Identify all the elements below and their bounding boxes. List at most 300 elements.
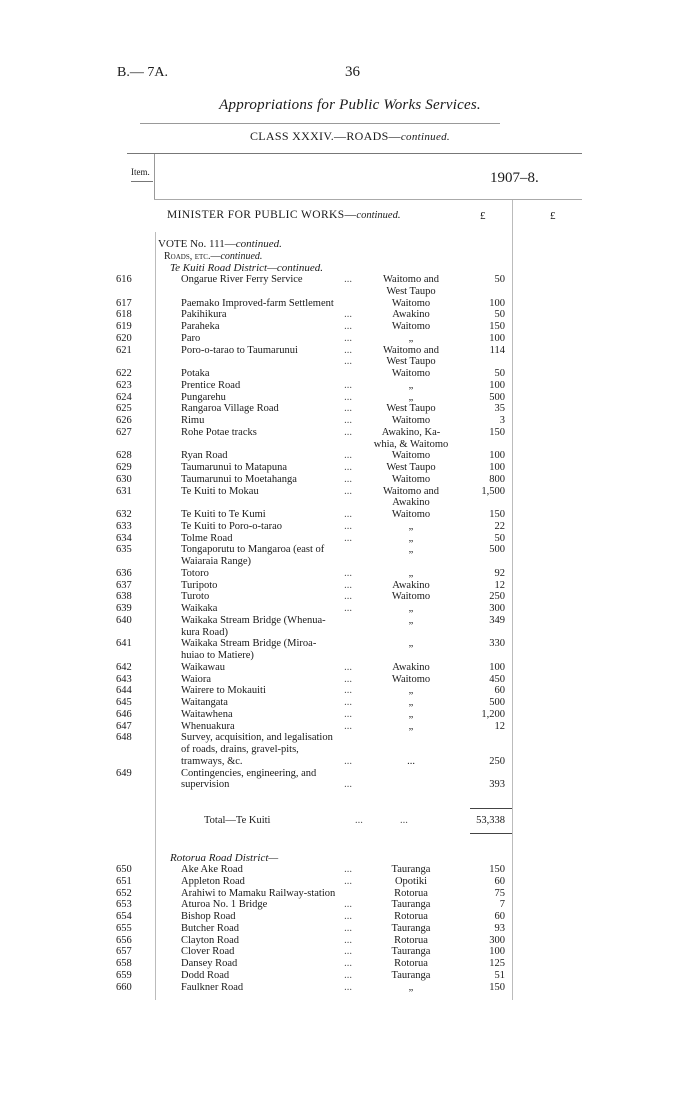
item-amount: 100: [489, 450, 505, 462]
item-number: 639: [116, 603, 132, 614]
item-amount: 60: [494, 911, 505, 922]
electorate: „: [408, 708, 414, 720]
electorate: Awakino: [392, 661, 430, 673]
electorate: Waitomo: [391, 591, 431, 603]
leader-dots: ...: [344, 720, 352, 732]
item-amount: 93: [494, 922, 505, 934]
item-description: Taumarunui to Moetahanga: [181, 473, 297, 485]
table-row: [0, 521, 700, 533]
page-title: Appropriations for Public Works Services.: [219, 97, 481, 113]
item-description: Arahiwi to Mamaku Railway-station: [181, 887, 336, 899]
leader-dots: ...: [344, 379, 352, 391]
item-description: huiao to Matiere): [181, 650, 254, 661]
item-number: 658: [116, 958, 132, 969]
electorate: „: [408, 532, 414, 544]
table-row: [0, 721, 700, 733]
item-description: Dansey Road: [181, 958, 238, 969]
item-amount: 114: [489, 344, 505, 356]
title-divider: [140, 123, 500, 124]
item-description: Waikaka Stream Bridge (Whenua-: [181, 614, 326, 626]
item-column-rule: [154, 154, 155, 200]
item-amount: 12: [494, 579, 505, 591]
electorate: „: [408, 567, 414, 579]
item-description: Tolme Road: [181, 532, 233, 544]
item-number: 637: [116, 579, 132, 591]
table-row: [0, 497, 700, 509]
electorate: Waitomo: [391, 673, 431, 685]
item-description: Survey, acquisition, and legalisation: [181, 732, 333, 744]
item-description: Faulkner Road: [181, 981, 244, 993]
item-number: 651: [116, 875, 132, 887]
electorate: ...: [407, 755, 415, 767]
vote-label: VOTE No. 111—: [158, 238, 236, 250]
item-description: Te Kuiti to Mokau: [181, 485, 259, 497]
table-row: [0, 638, 700, 650]
item-description: Turoto: [181, 591, 210, 603]
electorate: Tauranga: [391, 969, 431, 981]
table-row: [0, 450, 700, 462]
item-description: Totoro: [181, 567, 209, 579]
item-amount: 22: [494, 520, 505, 532]
item-description: Ryan Road: [181, 450, 228, 462]
item-number: 654: [116, 911, 132, 922]
table-row: [0, 603, 700, 615]
item-description: Waikaka Stream Bridge (Miroa-: [181, 638, 317, 650]
leader-dots: ...: [344, 958, 352, 969]
electorate: West Taupo: [386, 356, 436, 368]
item-amount: 100: [489, 462, 505, 473]
item-description: Rohe Potae tracks: [181, 426, 257, 438]
item-number: 649: [116, 767, 132, 779]
item-number: 641: [116, 638, 132, 650]
vote-continued: continued.: [235, 238, 282, 250]
electorate: Awakino, Ka-: [381, 426, 441, 438]
table-row: [0, 935, 700, 947]
table-row: [0, 591, 700, 603]
electorate: „: [408, 379, 414, 391]
item-description: Bishop Road: [181, 911, 236, 922]
leader-dots: ...: [344, 708, 352, 720]
item-number: 652: [116, 887, 132, 899]
item-number: 642: [116, 661, 132, 673]
item-description: supervision: [181, 779, 230, 791]
table-row: [0, 392, 700, 404]
total-top-rule: [470, 808, 512, 809]
item-description: Potaka: [181, 368, 210, 379]
roads-continued: continued.: [220, 251, 263, 262]
leader-dots: ...: [344, 697, 352, 708]
pound-sign-2: £: [550, 210, 556, 222]
item-number: 622: [116, 368, 132, 379]
leader-dots: ...: [344, 356, 352, 368]
item-description: Rimu: [181, 415, 205, 426]
item-description: Waiora: [181, 673, 212, 685]
item-description: Poro-o-tarao to Taumarunui: [181, 344, 298, 356]
table-row: [0, 580, 700, 592]
item-description: Appleton Road: [181, 875, 245, 887]
leader-dots: ...: [344, 899, 352, 911]
leader-dots: ...: [344, 875, 352, 887]
item-amount: 349: [489, 614, 505, 626]
electorate: Rotorua: [394, 958, 428, 969]
item-description: Taumarunui to Matapuna: [181, 462, 287, 473]
table-row: [0, 768, 700, 780]
table-row: [0, 756, 700, 768]
item-number: 624: [116, 391, 132, 403]
page-number: 36: [345, 64, 360, 80]
item-number: 620: [116, 332, 132, 344]
electorate: „: [408, 697, 414, 708]
item-amount: 150: [489, 321, 505, 332]
class-heading: [0, 129, 700, 144]
electorate: „: [408, 638, 414, 650]
table-row: [0, 923, 700, 935]
item-description: Clover Road: [181, 946, 235, 958]
table-row: [0, 888, 700, 900]
electorate: West Taupo: [386, 462, 436, 473]
electorate: „: [408, 981, 414, 993]
class-heading-continued: continued.: [400, 131, 450, 143]
table-row: [0, 876, 700, 888]
item-amount: 100: [489, 332, 505, 344]
item-number: 635: [116, 544, 132, 556]
item-number: 643: [116, 673, 132, 685]
leader-dots: ...: [344, 391, 352, 403]
item-number: 660: [116, 981, 132, 993]
table-row: [0, 864, 700, 876]
item-description: Pakihikura: [181, 309, 227, 321]
table-row: [0, 309, 700, 321]
leader-dots: ...: [344, 415, 352, 426]
leader-dots: ...: [344, 403, 352, 415]
table-row: [0, 911, 700, 923]
item-number: 659: [116, 969, 132, 981]
table-row: [0, 298, 700, 310]
minister-heading: [167, 209, 400, 221]
year-column-header: 1907–8.: [490, 170, 539, 186]
item-description: Pungarehu: [181, 391, 226, 403]
item-number: 621: [116, 344, 132, 356]
electorate: Rotorua: [394, 911, 428, 922]
leader-dots: ...: [344, 473, 352, 485]
electorate: Awakino: [392, 579, 430, 591]
item-amount: 500: [489, 391, 505, 403]
electorate: „: [408, 720, 414, 732]
item-number: 627: [116, 426, 132, 438]
table-row: [0, 509, 700, 521]
item-description: Butcher Road: [181, 922, 240, 934]
minister-label: MINISTER FOR PUBLIC WORKS—: [167, 209, 357, 221]
item-amount: 250: [489, 591, 505, 603]
table-row: [0, 345, 700, 357]
item-header-underline: [131, 181, 153, 182]
table-row: [0, 380, 700, 392]
item-amount: 500: [489, 544, 505, 556]
item-number: 656: [116, 934, 132, 946]
electorate: Waitomo: [391, 368, 431, 379]
total-amount: 53,338: [476, 815, 505, 826]
item-amount: 7: [499, 899, 505, 911]
leader-dots: ...: [344, 661, 352, 673]
leader-dots: ...: [344, 922, 352, 934]
leader-dots: ...: [344, 332, 352, 344]
item-amount: 60: [494, 875, 505, 887]
class-heading-text: CLASS XXXIV.—ROADS—: [250, 129, 401, 143]
item-amount: 100: [489, 297, 505, 309]
electorate: Waitomo: [391, 509, 431, 520]
table-row: [0, 474, 700, 486]
electorate: Opotiki: [394, 875, 428, 887]
item-number: 653: [116, 899, 132, 911]
table-row: [0, 533, 700, 545]
table-row: [0, 462, 700, 474]
item-amount: 35: [494, 403, 505, 415]
leader-dots: ...: [344, 946, 352, 958]
table-row: [0, 615, 700, 627]
table-row: [0, 662, 700, 674]
item-amount: 300: [489, 603, 505, 614]
item-description: Prentice Road: [181, 379, 241, 391]
leader-dots: ...: [344, 603, 352, 614]
item-description: Waikaka: [181, 603, 218, 614]
electorate: Tauranga: [391, 899, 431, 911]
leader-dots: ...: [344, 321, 352, 332]
item-description: Waiaraia Range): [181, 556, 251, 567]
item-number: 638: [116, 591, 132, 603]
pound-sign-1: £: [480, 210, 486, 222]
electorate: Waitomo and: [382, 274, 440, 285]
electorate: Tauranga: [391, 946, 431, 958]
item-description: Te Kuiti to Te Kumi: [181, 509, 266, 520]
item-number: 626: [116, 415, 132, 426]
total-dots: ...: [355, 815, 363, 826]
item-number: 625: [116, 403, 132, 415]
total-dots: ...: [400, 815, 408, 826]
table-row: [0, 368, 700, 380]
item-amount: 12: [494, 720, 505, 732]
electorate: Rotorua: [394, 887, 428, 899]
item-number: 618: [116, 309, 132, 321]
item-amount: 150: [489, 981, 505, 993]
item-amount: 150: [489, 426, 505, 438]
electorate: „: [408, 603, 414, 614]
item-number: 628: [116, 450, 132, 462]
electorate: „: [408, 544, 414, 556]
electorate: Waitomo: [391, 297, 431, 309]
leader-dots: ...: [344, 685, 352, 697]
table-row: [0, 899, 700, 911]
table-row: [0, 946, 700, 958]
table-row: [0, 333, 700, 345]
item-description: Tongaporutu to Mangaroa (east of: [181, 544, 325, 556]
item-description: Clayton Road: [181, 934, 240, 946]
item-amount: 50: [494, 532, 505, 544]
electorate: whia, & Waitomo: [373, 438, 449, 450]
table-row: [0, 970, 700, 982]
electorate: West Taupo: [386, 285, 436, 297]
item-amount: 300: [489, 934, 505, 946]
electorate: Awakino: [392, 497, 430, 509]
table-row: [0, 415, 700, 427]
item-amount: 3: [499, 415, 505, 426]
leader-dots: ...: [344, 567, 352, 579]
electorate: „: [408, 614, 414, 626]
electorate: Waitomo and: [382, 344, 440, 356]
leader-dots: ...: [344, 344, 352, 356]
item-amount: 250: [489, 755, 505, 767]
item-description: Contingencies, engineering, and: [181, 767, 317, 779]
roads-heading: [164, 251, 262, 262]
leader-dots: ...: [344, 462, 352, 473]
table-row: [0, 486, 700, 498]
table-row: [0, 403, 700, 415]
item-number: 646: [116, 708, 132, 720]
table-row: [0, 274, 700, 286]
leader-dots: ...: [344, 591, 352, 603]
item-number: 634: [116, 532, 132, 544]
leader-dots: ...: [344, 485, 352, 497]
leader-dots: ...: [344, 911, 352, 922]
item-number: 623: [116, 379, 132, 391]
total-label: Total—Te Kuiti: [204, 815, 271, 826]
item-number: 630: [116, 473, 132, 485]
item-description: Paraheka: [181, 321, 220, 332]
item-amount: 1,500: [481, 485, 505, 497]
item-description: Ake Ake Road: [181, 864, 243, 875]
electorate: Waitomo: [391, 415, 431, 426]
item-description: Turipoto: [181, 579, 218, 591]
leader-dots: ...: [344, 426, 352, 438]
table-row: [0, 427, 700, 439]
table-row: [0, 685, 700, 697]
item-description: tramways, &c.: [181, 755, 243, 767]
item-amount: 50: [494, 309, 505, 321]
item-amount: 60: [494, 685, 505, 697]
item-description: Waitangata: [181, 697, 228, 708]
electorate: Tauranga: [391, 864, 431, 875]
total-bottom-rule: [470, 833, 512, 834]
electorate: Waitomo: [391, 450, 431, 462]
item-amount: 75: [494, 887, 505, 899]
leader-dots: ...: [344, 673, 352, 685]
leader-dots: ...: [344, 309, 352, 321]
item-number: 617: [116, 297, 132, 309]
item-description: Ongarue River Ferry Service: [181, 274, 303, 285]
table-row: [0, 439, 700, 451]
item-amount: 150: [489, 509, 505, 520]
item-amount: 500: [489, 697, 505, 708]
item-number: 647: [116, 720, 132, 732]
item-description: Whenuakura: [181, 720, 235, 732]
leader-dots: ...: [344, 579, 352, 591]
item-description: Paro: [181, 332, 201, 344]
table-row: [0, 779, 700, 791]
header-bottom-rule: [154, 199, 582, 200]
item-description: kura Road): [181, 626, 228, 638]
leader-dots: ...: [344, 509, 352, 520]
leader-dots: ...: [344, 981, 352, 993]
item-amount: 100: [489, 946, 505, 958]
item-amount: 393: [489, 779, 505, 791]
item-description: Paemako Improved-farm Settlement: [181, 297, 334, 309]
electorate: Waitomo: [391, 321, 431, 332]
item-number: 632: [116, 509, 132, 520]
item-amount: 150: [489, 864, 505, 875]
table-row: [0, 744, 700, 756]
electorate: „: [408, 520, 414, 532]
table-row: [0, 982, 700, 994]
item-description: Aturoa No. 1 Bridge: [181, 899, 268, 911]
leader-dots: ...: [344, 532, 352, 544]
electorate: Tauranga: [391, 922, 431, 934]
electorate: Waitomo: [391, 473, 431, 485]
minister-continued: continued.: [356, 210, 401, 221]
te-kuiti-district-heading: Te Kuiti Road District—continued.: [170, 262, 323, 274]
table-row: [0, 321, 700, 333]
item-description: Waitawhena: [181, 708, 233, 720]
item-description: Dodd Road: [181, 969, 230, 981]
table-row: [0, 732, 700, 744]
table-row: [0, 627, 700, 639]
item-number: 616: [116, 274, 132, 285]
item-number: 650: [116, 864, 132, 875]
electorate: „: [408, 391, 414, 403]
leader-dots: ...: [344, 755, 352, 767]
leader-dots: ...: [344, 864, 352, 875]
item-amount: 1,200: [481, 708, 505, 720]
table-row: [0, 709, 700, 721]
roads-label: Roads, etc.—: [164, 251, 221, 262]
vote-heading: [158, 238, 282, 250]
item-amount: 100: [489, 661, 505, 673]
rotorua-district-heading: Rotorua Road District—: [170, 852, 279, 864]
item-amount: 50: [494, 368, 505, 379]
table-row: [0, 544, 700, 556]
item-amount: 330: [489, 638, 505, 650]
leader-dots: ...: [344, 969, 352, 981]
table-row: [0, 674, 700, 686]
leader-dots: ...: [344, 520, 352, 532]
item-amount: 100: [489, 379, 505, 391]
table-row: [0, 556, 700, 568]
electorate: Waitomo and: [382, 485, 440, 497]
table-row: [0, 958, 700, 970]
item-number: 645: [116, 697, 132, 708]
electorate: West Taupo: [386, 403, 436, 415]
leader-dots: ...: [344, 450, 352, 462]
item-number: 657: [116, 946, 132, 958]
item-description: Te Kuiti to Poro-o-tarao: [181, 520, 283, 532]
electorate: Rotorua: [394, 934, 428, 946]
table-row: [0, 356, 700, 368]
item-description: Rangaroa Village Road: [181, 403, 279, 415]
item-description: Wairere to Mokauiti: [181, 685, 266, 697]
item-number: 644: [116, 685, 132, 697]
item-number: 633: [116, 520, 132, 532]
table-top-rule: [127, 153, 582, 154]
item-amount: 450: [489, 673, 505, 685]
item-amount: 800: [489, 473, 505, 485]
leader-dots: ...: [344, 274, 352, 285]
table-row: [0, 650, 700, 662]
table-row: [0, 568, 700, 580]
page-reference: B.— 7A.: [117, 65, 168, 80]
item-number: 640: [116, 614, 132, 626]
electorate: „: [408, 332, 414, 344]
item-amount: 125: [489, 958, 505, 969]
electorate: Awakino: [392, 309, 430, 321]
table-row: [0, 697, 700, 709]
